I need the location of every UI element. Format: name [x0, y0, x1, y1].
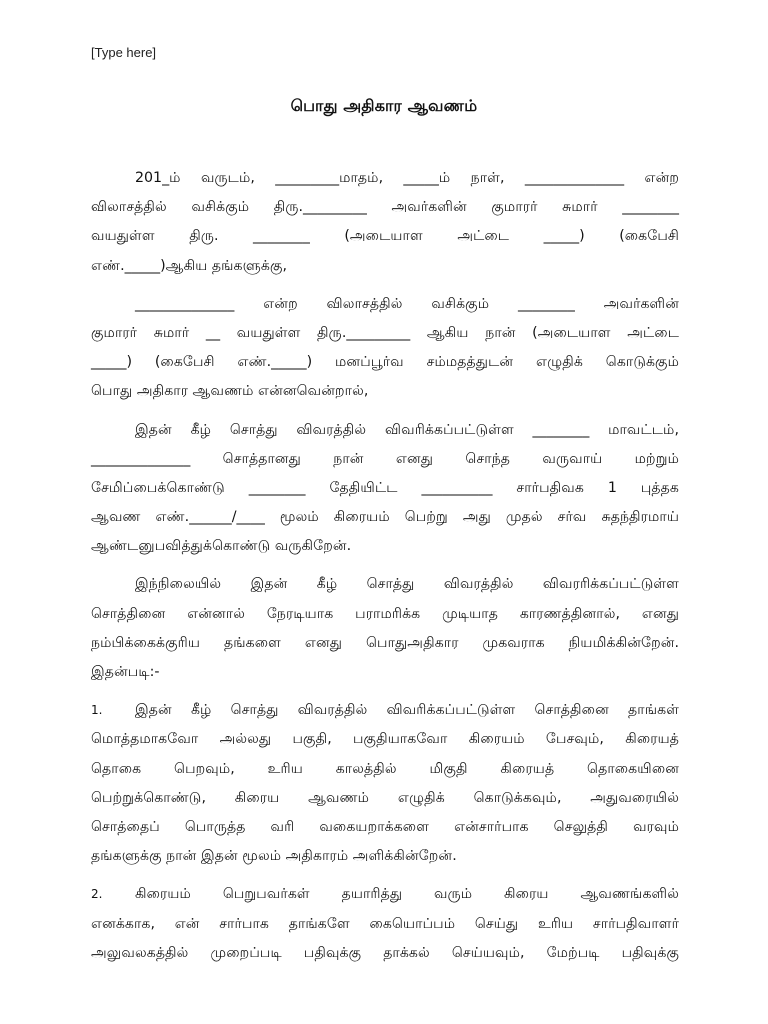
paragraph-3: [91, 416, 679, 562]
text-line: _____) (கைபேசி எண்._____) மனப்பூர்வ சம்மதத்துடன் எழுதிக் கொடுக்கும்: [91, 354, 679, 371]
paragraph-4: [91, 570, 679, 687]
document-title: பொது அதிகார ஆவணம்: [290, 96, 478, 115]
text-line: [91, 880, 679, 909]
text-line: பொது அதிகார ஆவணம் என்னவென்றால்,: [91, 383, 369, 400]
text-line: மொத்தமாகவோ அல்லது பகுதி, பகுதியாகவோ கிரையம் பேசவும், கிரையத்: [91, 731, 679, 748]
clause-number: 1.: [91, 703, 103, 718]
text-line: எனக்காக, என் சார்பாக தாங்களே கையொப்பம் செய்து உரிய சார்பதிவாளர்: [91, 915, 679, 932]
page-header: [Type here]: [91, 45, 157, 60]
text-line: இதன் கீழ் சொத்து விவரத்தில் விவரிக்கப்பட்டுள்ள ________ மாவட்டம்,: [135, 421, 679, 438]
text-line: அலுவலகத்தில் முறைப்படி பதிவுக்கு தாக்கல் செய்யவும், மேற்படி பதிவுக்கு: [91, 944, 679, 961]
text-line: இதன்படி:-: [91, 664, 160, 680]
clause-text: இதன் கீழ் சொத்து விவரத்தில் விவரிக்கப்பட்டுள்ள சொத்தினை தாங்கள்: [135, 702, 679, 719]
text-line: சேமிப்பைக்கொண்டு ________ தேதியிட்ட __________ சார்பதிவக 1 புத்தக: [91, 479, 679, 496]
text-line: ______________ என்ற விலாசத்தில் வசிக்கும் ________ அவர்களின்: [135, 295, 679, 312]
text-line: குமாரர் சுமார் __ வயதுள்ள திரு._________ ஆகிய நான் (அடையாள அட்டை: [91, 324, 679, 341]
clause-number: 2.: [91, 887, 103, 902]
text-line: சொத்தினை என்னால் நேரடியாக பராமரிக்க முடியாத காரணத்தினால், எனது: [91, 605, 679, 622]
text-line: தொகை பெறவும், உரிய காலத்தில் மிகுதி கிரையத் தொகையினை: [91, 760, 679, 777]
text-line: 201_ம் வருடம், _________மாதம், _____ம் நாள், ______________ என்ற: [135, 170, 679, 186]
text-line: வயதுள்ள திரு. ________ (அடையாள அட்டை _____) (கைபேசி: [91, 228, 679, 245]
clause-1: [91, 696, 679, 871]
text-line: எண்._____)ஆகிய தங்களுக்கு,: [91, 257, 288, 274]
text-line: சொத்தைப் பொருத்த வரி வகையறாக்களை என்சார்பாக செலுத்தி வரவும்: [91, 818, 679, 835]
text-line: நம்பிக்கைக்குரிய தங்களை எனது பொதுஅதிகார முகவராக நியமிக்கின்றேன்.: [91, 634, 679, 651]
text-line: தங்களுக்கு நான் இதன் மூலம் அதிகாரம் அளிக்கின்றேன்.: [91, 848, 457, 865]
paragraph-2: [91, 290, 679, 407]
paragraph-1: [91, 164, 679, 281]
clause-text: கிரையம் பெறுபவர்கள் தயாரித்து வரும் கிரைய ஆவணங்களில்: [135, 886, 679, 903]
text-line: ஆண்டனுபவித்துக்கொண்டு வருகிறேன்.: [91, 538, 352, 555]
text-line: விலாசத்தில் வசிக்கும் திரு._________ அவர்களின் குமாரர் சுமார் ________: [91, 199, 679, 216]
text-line: ஆவண எண்.______/____ மூலம் கிரையம் பெற்று அது முதல் சர்வ சுதந்திரமாய்: [91, 509, 679, 526]
text-line: பெற்றுக்கொண்டு, கிரைய ஆவணம் எழுதிக் கொடுக்கவும், அதுவரையில்: [91, 789, 679, 806]
text-line: இந்நிலையில் இதன் கீழ் சொத்து விவரத்தில் விவரரிக்கப்பட்டுள்ள: [135, 576, 679, 593]
clause-2: [91, 880, 679, 968]
document-body: [91, 164, 679, 977]
text-line: ______________ சொத்தானது நான் எனது சொந்த வருவாய் மற்றும்: [91, 450, 679, 467]
text-line: [91, 696, 679, 725]
